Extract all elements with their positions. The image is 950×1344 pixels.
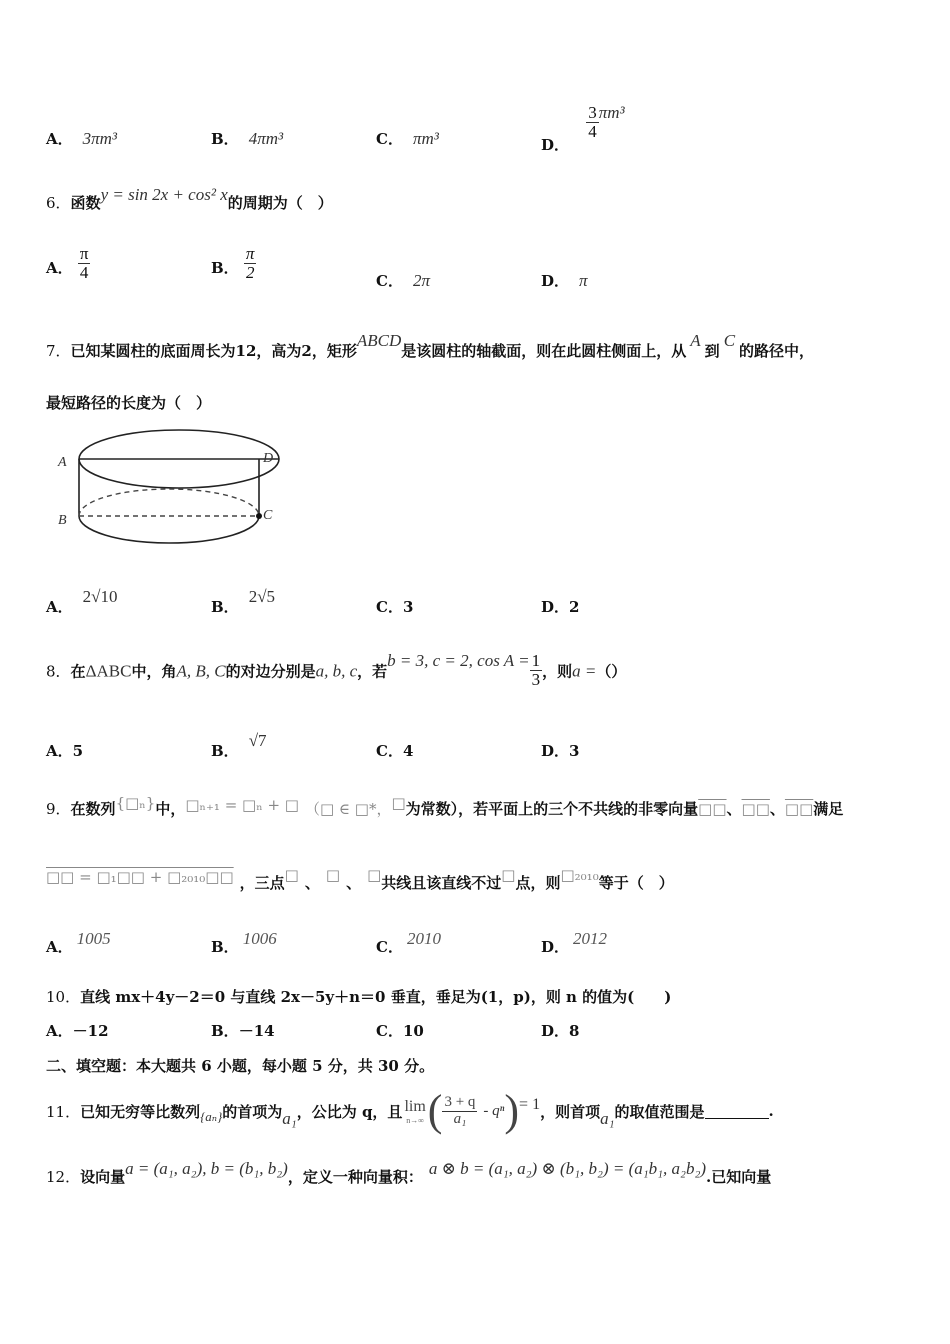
cylinder-bottom-front xyxy=(79,516,259,543)
label-b: B xyxy=(58,513,67,528)
q8-option-b: B．√7 xyxy=(211,731,267,760)
question-10: 10．直线 mx＋4y－2＝0 与直线 2x－5y＋n＝0 垂直，垂足为(1，p)，则 n 的值为( ) xyxy=(46,988,672,1006)
q8-option-a: A．5 xyxy=(46,742,84,760)
q8-option-d: D．3 xyxy=(541,742,580,760)
question-9: 9．在数列{□ₙ}中，□ₙ₊₁ = □ₙ + □ （□ ∈ □*，□为常数），若平面上的三个不共线的非零向量□□、□□、□□满足 xyxy=(46,794,844,818)
q7-option-c: C．3 xyxy=(376,598,414,616)
q5-option-d: D． $\frac{3}{4}$ πm³ xyxy=(541,103,625,155)
question-7-line-2: 最短路径的长度为（ ） xyxy=(46,394,212,412)
label-c: C xyxy=(263,508,273,523)
question-7: 7．已知某圆柱的底面周长为12，高为2，矩形ABCD是该圆柱的轴截面，则在此圆柱侧面上，从A到C的路径中， xyxy=(46,331,815,360)
label-d: D xyxy=(263,451,274,466)
q6-option-c: C． 2π xyxy=(376,271,430,290)
question-8: 8．在ΔABC中，角A, B, C的对边分别是a, b, c，若b = 3, c = 2, cos A = $\frac{1}{3}$ ，则a =（） xyxy=(46,651,627,689)
cylinder-bottom-back xyxy=(79,489,259,516)
q10-option-b: B．－14 xyxy=(211,1022,275,1040)
q9-option-a: A． 1005 xyxy=(46,929,111,956)
q6-option-a: A． $\frac{\pi}{4}$ xyxy=(46,244,89,282)
q9-option-d: D． 2012 xyxy=(541,929,608,956)
q5-option-a: A． 3πm³ xyxy=(46,129,118,148)
point-c xyxy=(256,513,262,519)
q7-option-d: D．2 xyxy=(541,598,580,616)
q5-option-c: C． πm³ xyxy=(376,129,439,148)
q6-option-d: D． π xyxy=(541,271,588,290)
question-12: 12．设向量a = (a₁, a₂), b = (b₁, b₂)，定义一种向量积： a ⊗ b = (a₁, a₂) ⊗ (b₁, b₂) = (a₁b₁, a₂b₂).已知向量 xyxy=(46,1159,772,1186)
q6-option-b: B． $\frac{\pi}{2}$ xyxy=(211,244,255,282)
q5-option-b: B． 4πm³ xyxy=(211,129,284,148)
cylinder-figure xyxy=(52,424,282,554)
right-paren: ) xyxy=(504,1086,520,1135)
question-9-line-2: □□ = □₁□□ + □₂₀₁₀□□ ，三点□ 、 □ 、 □共线且该直线不过□点，则□₂₀₁₀等于（ ） xyxy=(46,866,674,892)
q10-option-a: A．－12 xyxy=(46,1022,109,1040)
q9-option-c: C． 2010 xyxy=(376,929,441,956)
q10-option-d: D．8 xyxy=(541,1022,580,1040)
section-2-heading: 二、填空题：本大题共 6 小题，每小题 5 分，共 30 分。 xyxy=(46,1057,435,1075)
q8-option-c: C．4 xyxy=(376,742,414,760)
q7-option-a: A．2√10 xyxy=(46,587,118,616)
question-11: 11． 已知无穷等比数列 {aₙ} 的首项为 a₁ ，公比为 q，且 lim n→∞ ( $\frac{3 + q}{\text{a₁}}$ - qⁿ ) = 1 ，则首项 a₁ 的取值范围是 . xyxy=(46,1086,774,1135)
label-a: A xyxy=(58,455,67,470)
answer-blank[interactable] xyxy=(705,1104,769,1119)
question-6: 6．函数y = sin 2x + cos² x的周期为（ ） xyxy=(46,185,333,212)
q7-option-b: B．2√5 xyxy=(211,587,276,616)
left-paren: ( xyxy=(427,1086,443,1135)
q10-option-c: C．10 xyxy=(376,1022,424,1040)
q9-option-b: B． 1006 xyxy=(211,929,277,956)
